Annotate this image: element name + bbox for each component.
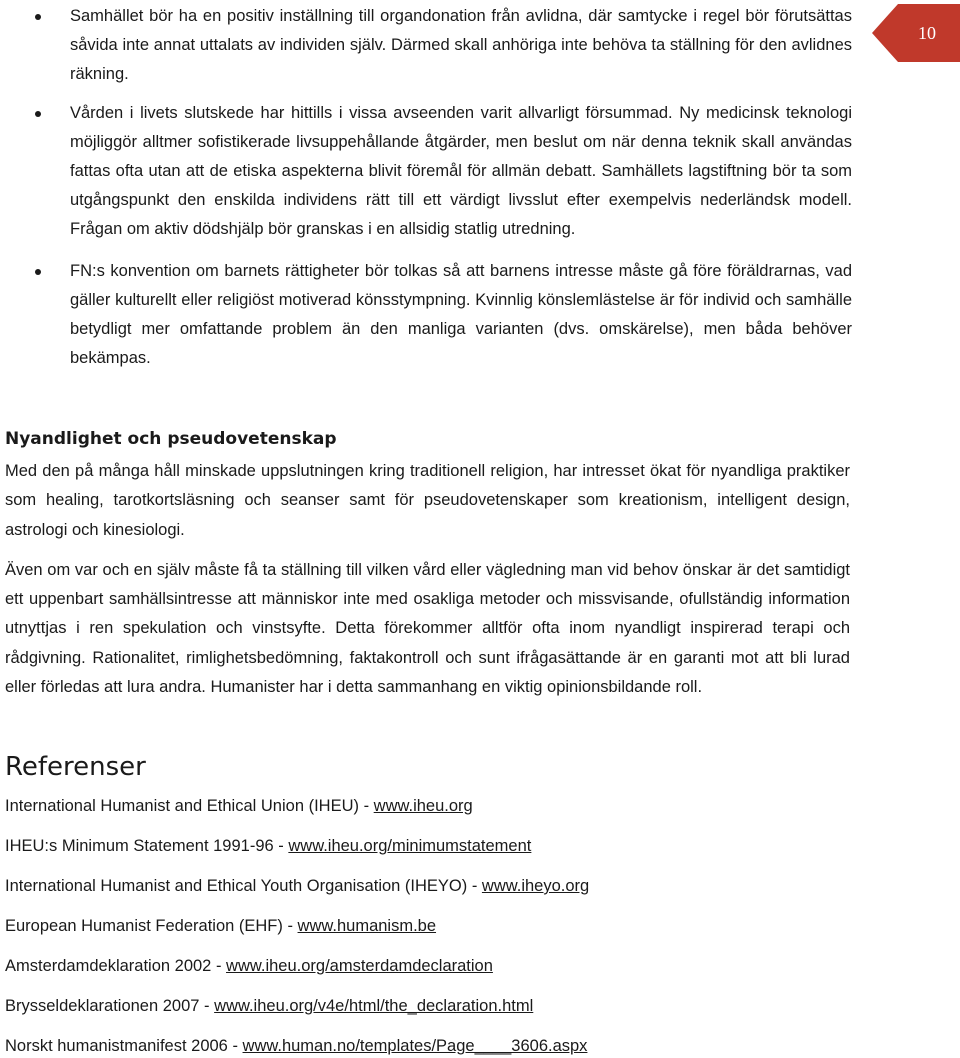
reference-item [5, 994, 850, 1018]
bullet-icon [35, 111, 41, 117]
bullet-icon [35, 14, 41, 20]
bullet-text: Samhället bör ha en positiv inställning till organdonation från avlidna, där samtycke i regel bör förutsättas såvida inte annat uttalats av individen själv. Därmed skall anhöriga inte behöva ta ställning för den avlidnes räkning. [70, 7, 852, 83]
reference-item [5, 874, 850, 898]
page-number-badge [872, 4, 960, 62]
policy-bullet-list [0, 2, 852, 386]
section-nyandlighet [5, 427, 850, 702]
reference-link[interactable]: www.human.no/templates/Page____3606.aspx [242, 1037, 588, 1055]
reference-item [5, 954, 850, 978]
section-paragraph: Även om var och en själv måste få ta ställning till vilken vård eller vägledning man vid behov önskar är det samtidigt ett uppenbart samhällsintresse att människor inte med osakliga metoder och missvisande, ofullständig information utnyttjas i ren spekulation och vinstsyfte. Detta förekommer alltför ofta inom nyandligt inspirerad terapi och rådgivning. Rationalitet, rimlighetsbedömning, faktakontroll och sunt ifrågasättande är en garanti mot att bli lurad eller förledas att lura andra. Humanister har i detta sammanhang en viktig opinionsbildande roll. [5, 560, 850, 697]
section-heading: Nyandlighet och pseudovetenskap [5, 429, 337, 449]
bullet-text: FN:s konvention om barnets rättigheter bör tolkas så att barnens intresse måste gå före föräldrarnas, vad gäller kulturellt eller religiöst motiverad könsstympning. Kvinnlig könslemlästelse är för individ och samhälle betydligt mer omfattande problem än den manliga varianten (dvs. omskärelse), men båda behöver bekämpas. [70, 262, 852, 367]
list-item [0, 257, 852, 373]
reference-label: European Humanist Federation (EHF) - [5, 917, 298, 935]
reference-item [5, 834, 850, 858]
page-number: 10 [918, 22, 936, 43]
reference-label: Brysseldeklarationen 2007 - [5, 997, 215, 1015]
bullet-text: Vården i livets slutskede har hittills i vissa avseenden varit allvarligt försummad. Ny medicinsk teknologi möjliggör alltmer sofistikerade livsuppehållande åtgärder, men beslut om när denna teknik skall användas fattas ofta utan att de etiska aspekterna blivit föremål för allmän debatt. Samhällets lagstiftning bör ta som utgångspunkt den enskilda individens rätt till ett värdigt livsslut efter exempelvis nederländsk modell. Frågan om aktiv dödshjälp bör granskas i en allsidig statlig utredning. [70, 104, 852, 238]
reference-item [5, 794, 850, 818]
reference-label: Amsterdamdeklaration 2002 - [5, 957, 227, 975]
reference-link[interactable]: www.iheu.org/minimumstatement [288, 837, 532, 855]
list-item [0, 99, 852, 244]
list-item [0, 2, 852, 89]
references-title: Referenser [5, 752, 146, 782]
reference-label: Norskt humanistmanifest 2006 - [5, 1037, 243, 1055]
reference-label: IHEU:s Minimum Statement 1991-96 - [5, 837, 289, 855]
section-paragraph: Med den på många håll minskade uppslutningen kring traditionell religion, har intresset ökat för nyandliga praktiker som healing, tarotkortsläsning och seanser samt för pseudovetenskaper som kreationism, intelligent design, astrologi och kinesiologi. [5, 462, 850, 539]
reference-label: International Humanist and Ethical Union (IHEU) - [5, 797, 374, 815]
reference-link[interactable]: www.iheu.org [373, 797, 473, 815]
reference-link[interactable]: www.iheyo.org [481, 877, 590, 895]
references-section [5, 750, 850, 1058]
bullet-icon [35, 269, 41, 275]
reference-link[interactable]: www.humanism.be [297, 917, 437, 935]
references-list [5, 794, 850, 1058]
reference-label: International Humanist and Ethical Youth Organisation (IHEYO) - [5, 877, 482, 895]
reference-link[interactable]: www.iheu.org/v4e/html/the_declaration.html [214, 997, 534, 1015]
reference-item [5, 1034, 850, 1058]
reference-link[interactable]: www.iheu.org/amsterdamdeclaration [226, 957, 493, 975]
reference-item [5, 914, 850, 938]
